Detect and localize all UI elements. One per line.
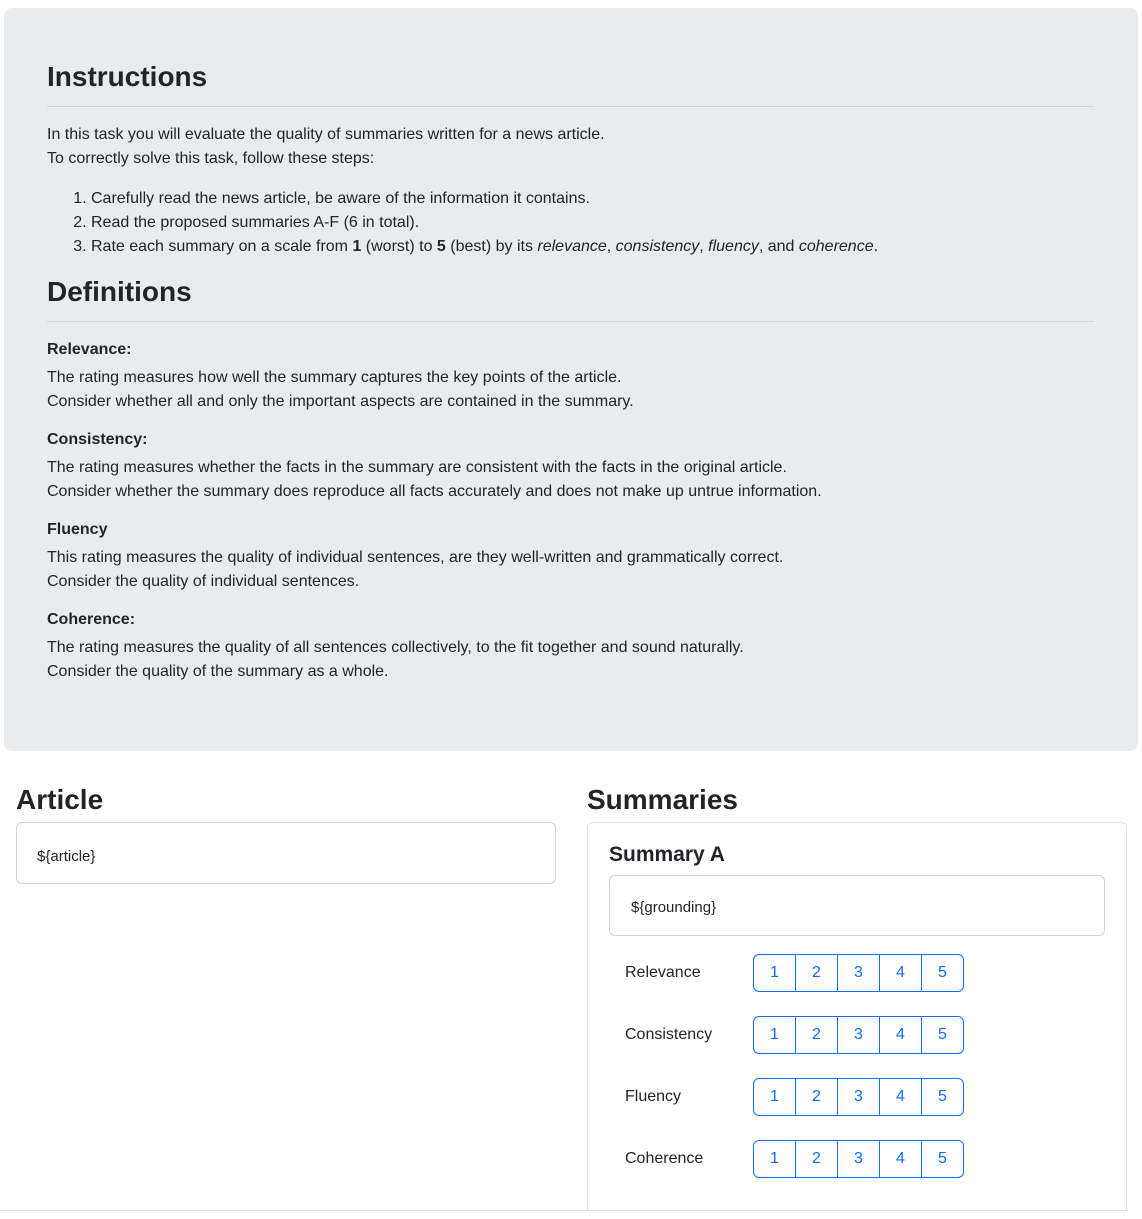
definition-consistency — [47, 428, 1094, 504]
definition-term: Relevance: — [47, 341, 132, 358]
definition-line: Consider the quality of the summary as a whole. — [47, 663, 389, 680]
definition-line: The rating measures how well the summary captures the key points of the article. — [47, 369, 622, 386]
rating-label: Relevance — [625, 964, 701, 981]
rating-row-consistency — [625, 1016, 1105, 1054]
rating-rows — [609, 954, 1105, 1178]
definition-term: Consistency: — [47, 431, 148, 448]
consistency-rating-1-button[interactable]: 1 — [753, 1016, 796, 1054]
relevance-rating-5-button[interactable]: 5 — [921, 954, 964, 992]
fluency-rating-2-button[interactable]: 2 — [795, 1078, 838, 1116]
fluency-rating-1-button[interactable]: 1 — [753, 1078, 796, 1116]
fluency-rating-3-button[interactable]: 3 — [837, 1078, 880, 1116]
task-content — [0, 751, 1142, 1211]
summary-text-box: ${grounding} — [609, 875, 1105, 936]
definition-line: The rating measures whether the facts in the summary are consistent with the facts in the original article. — [47, 459, 787, 476]
instructions-steps — [47, 187, 1094, 259]
step-item: 3. Rate each summary on a scale from 1 (worst) to 5 (best) by its relevance, consistency, fluency, and coherence. — [91, 235, 1094, 259]
coherence-rating-5-button[interactable]: 5 — [921, 1140, 964, 1178]
definitions-title: Definitions — [47, 276, 192, 307]
relevance-rating-3-button[interactable]: 3 — [837, 954, 880, 992]
rating-row-relevance — [625, 954, 1105, 992]
intro-line: To correctly solve this task, follow these steps: — [47, 150, 375, 167]
definition-coherence — [47, 608, 1094, 684]
step-item: 1. Carefully read the news article, be aware of the information it contains. — [91, 187, 1094, 211]
consistency-rating-3-button[interactable]: 3 — [837, 1016, 880, 1054]
coherence-rating-2-button[interactable]: 2 — [795, 1140, 838, 1178]
article-title: Article — [16, 784, 104, 815]
definition-line: This rating measures the quality of individual sentences, are they well-written and grammatically correct. — [47, 549, 784, 566]
rating-label: Coherence — [625, 1150, 704, 1167]
definition-term: Coherence: — [47, 611, 136, 628]
coherence-rating-3-button[interactable]: 3 — [837, 1140, 880, 1178]
definition-line: The rating measures the quality of all sentences collectively, to the fit together and sound naturally. — [47, 639, 744, 656]
relevance-rating-4-button[interactable]: 4 — [879, 954, 922, 992]
divider — [47, 321, 1094, 322]
relevance-rating-1-button[interactable]: 1 — [753, 954, 796, 992]
coherence-rating-1-button[interactable]: 1 — [753, 1140, 796, 1178]
article-column — [16, 751, 556, 884]
consistency-scale-group — [753, 1016, 964, 1054]
relevance-scale-group — [753, 954, 964, 992]
coherence-scale-group — [753, 1140, 964, 1178]
consistency-rating-2-button[interactable]: 2 — [795, 1016, 838, 1054]
divider — [47, 106, 1094, 107]
definition-line: Consider the quality of individual sentences. — [47, 573, 360, 590]
summary-card-title: Summary A — [609, 843, 725, 866]
definition-line: Consider whether the summary does reproduce all facts accurately and does not make up untrue information. — [47, 483, 822, 500]
rating-label: Consistency — [625, 1026, 713, 1043]
fluency-rating-5-button[interactable]: 5 — [921, 1078, 964, 1116]
definition-line: Consider whether all and only the important aspects are contained in the summary. — [47, 393, 634, 410]
instructions-panel — [4, 8, 1138, 751]
summary-evaluation-page — [0, 8, 1142, 1219]
definition-term: Fluency — [47, 521, 108, 538]
relevance-rating-2-button[interactable]: 2 — [795, 954, 838, 992]
summary-card — [587, 822, 1127, 1211]
fluency-rating-4-button[interactable]: 4 — [879, 1078, 922, 1116]
step-item: 2. Read the proposed summaries A-F (6 in total). — [91, 211, 1094, 235]
consistency-rating-4-button[interactable]: 4 — [879, 1016, 922, 1054]
instructions-intro — [47, 123, 1094, 171]
definition-fluency — [47, 518, 1094, 594]
summaries-title: Summaries — [587, 784, 738, 815]
rating-row-fluency — [625, 1078, 1105, 1116]
intro-line: In this task you will evaluate the quality of summaries written for a news article. — [47, 126, 605, 143]
coherence-rating-4-button[interactable]: 4 — [879, 1140, 922, 1178]
fluency-scale-group — [753, 1078, 964, 1116]
rating-row-coherence — [625, 1140, 1105, 1178]
instructions-title: Instructions — [47, 61, 208, 92]
consistency-rating-5-button[interactable]: 5 — [921, 1016, 964, 1054]
summaries-column — [587, 751, 1127, 1211]
article-text-box: ${article} — [16, 822, 556, 884]
definition-relevance — [47, 338, 1094, 414]
rating-label: Fluency — [625, 1088, 682, 1105]
